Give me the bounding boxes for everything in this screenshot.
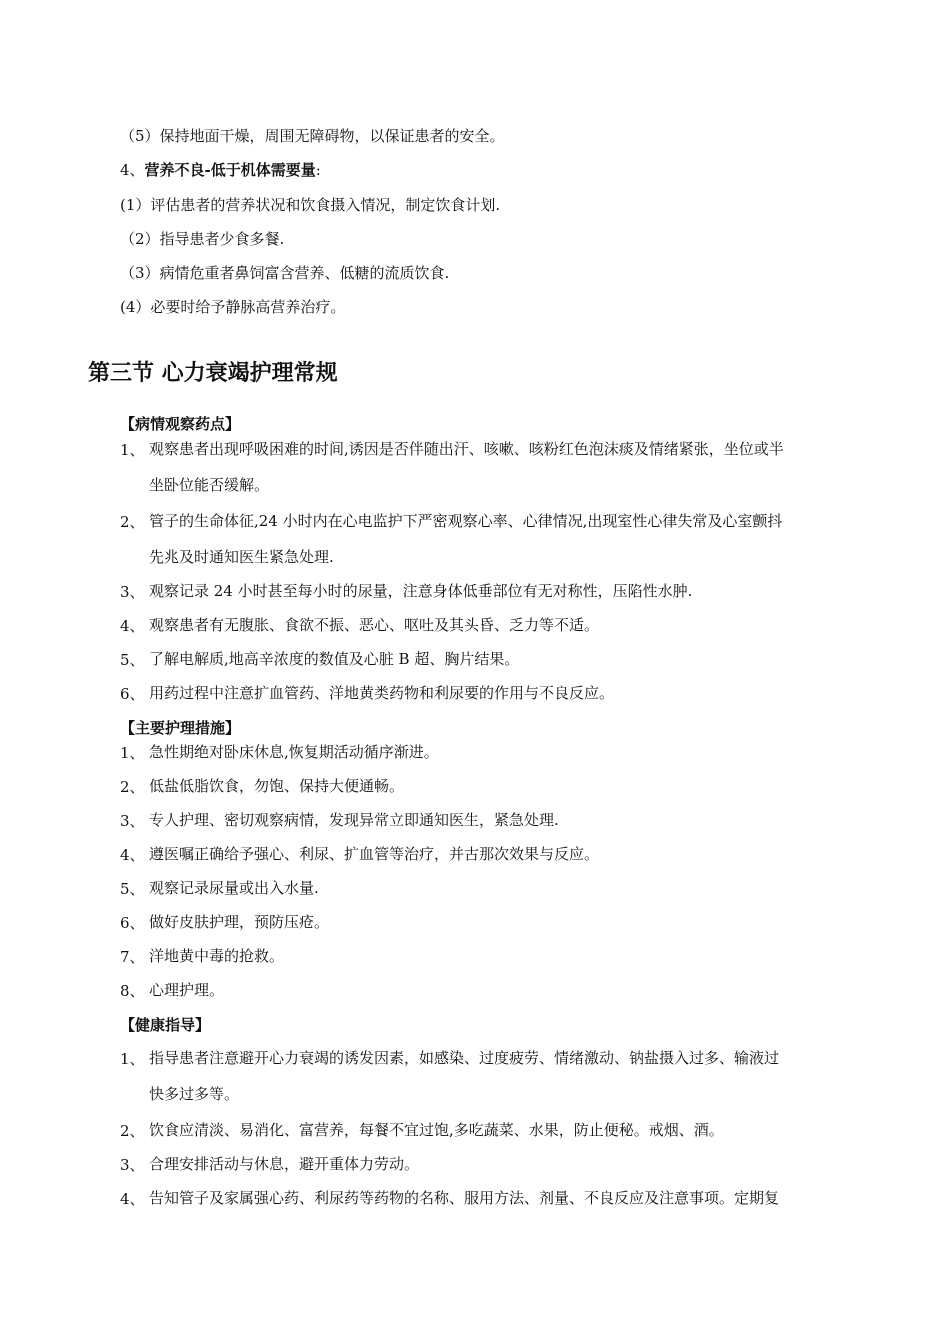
nutrition-heading-text: 营养不良-低于机体需要量 (144, 161, 316, 179)
list-item-continuation: 坐卧位能否缓解。 (149, 476, 270, 494)
list-item-number: 8、 (120, 982, 145, 1000)
list-item-number: 5、 (120, 651, 145, 669)
list-item-text: 低盐低脂饮食，勿饱、保持大便通畅。 (149, 777, 405, 795)
list-item-text: 急性期绝对卧床休息,恢复期活动循序渐进。 (149, 743, 439, 761)
list-item-number: 3、 (120, 812, 145, 830)
nursing-step-5: （5）保持地面干燥，周围无障碍物，以保证患者的安全。 (120, 127, 505, 145)
list-item-number: 1、 (120, 1050, 145, 1068)
guidance-heading: 【健康指导】 (120, 1016, 211, 1034)
nutrition-heading (120, 160, 321, 180)
list-item-number: 2、 (120, 1122, 145, 1140)
list-item-continuation: 先兆及时通知医生紧急处理. (149, 548, 334, 566)
nutrition-step-2: （2）指导患者少食多餐. (120, 230, 285, 248)
list-item-text: 告知管子及家属强心药、利尿药等药物的名称、服用方法、剂量、不良反应及注意事项。定期复 (149, 1189, 780, 1207)
list-item-number: 6、 (120, 914, 145, 932)
list-item-text: 合理安排活动与休息，避开重体力劳动。 (149, 1155, 420, 1173)
list-item-number: 2、 (120, 513, 145, 531)
nutrition-step-1: (1）评估患者的营养状况和饮食摄入情况，制定饮食计划. (120, 196, 501, 214)
list-item-text: 管子的生命体征,24 小时内在心电监护下严密观察心率、心律情况,出现室性心律失常及心室颤抖 (149, 512, 783, 530)
list-item-text: 了解电解质,地高辛浓度的数值及心脏 B 超、胸片结果。 (149, 650, 520, 668)
list-item-number: 2、 (120, 778, 145, 796)
nutrition-step-4: (4）必要时给予静脉高营养治疗。 (120, 298, 346, 316)
list-item-text: 专人护理、密切观察病情，发现异常立即通知医生，紧急处理. (149, 811, 559, 829)
list-item-number: 6、 (120, 685, 145, 703)
list-item-number: 3、 (120, 1156, 145, 1174)
list-item-text: 心理护理。 (149, 981, 225, 999)
list-item-number: 4、 (120, 617, 145, 635)
nutrition-heading-number: 4、 (120, 161, 145, 179)
list-item-text: 用药过程中注意扩血管药、洋地黄类药物和利尿要的作用与不良反应。 (149, 684, 615, 702)
list-item-continuation: 快多过多等。 (149, 1085, 240, 1103)
list-item-text: 观察记录尿量或出入水量. (149, 879, 319, 897)
list-item-text: 观察患者出现呼吸困难的时间,诱因是否伴随出汗、咳嗽、咳粉红色泡沫痰及情绪紧张，坐位或半 (149, 440, 784, 458)
list-item-number: 4、 (120, 1190, 145, 1208)
measures-heading: 【主要护理措施】 (120, 719, 241, 737)
nutrition-heading-colon: : (315, 161, 321, 179)
list-item-text: 饮食应清淡、易消化、富营养，每餐不宜过饱,多吃蔬菜、水果，防止便秘。戒烟、酒。 (149, 1121, 724, 1139)
list-item-text: 观察记录 24 小时甚至每小时的尿量，注意身体低垂部位有无对称性，压陷性水肿. (149, 582, 693, 600)
list-item-number: 3、 (120, 583, 145, 601)
nutrition-step-3: （3）病情危重者鼻饲富含营养、低糖的流质饮食. (120, 264, 450, 282)
list-item-text: 遵医嘱正确给予强心、利尿、扩血管等治疗，并古那次效果与反应。 (149, 845, 600, 863)
list-item-number: 4、 (120, 846, 145, 864)
list-item-text: 指导患者注意避开心力衰竭的诱发因素，如感染、过度疲劳、情绪激动、钠盐摄入过多、输液过 (149, 1049, 780, 1067)
list-item-number: 7、 (120, 948, 145, 966)
list-item-text: 观察患者有无腹胀、食欲不振、恶心、呕吐及其头昏、乏力等不适。 (149, 616, 600, 634)
observe-heading: 【病情观察药点】 (120, 415, 241, 433)
list-item-text: 洋地黄中毒的抢救。 (149, 947, 285, 965)
list-item-number: 5、 (120, 880, 145, 898)
section-title: 第三节 心力衰竭护理常规 (88, 361, 338, 386)
list-item-number: 1、 (120, 441, 145, 459)
list-item-text: 做好皮肤护理，预防压疮。 (149, 913, 330, 931)
list-item-number: 1、 (120, 744, 145, 762)
